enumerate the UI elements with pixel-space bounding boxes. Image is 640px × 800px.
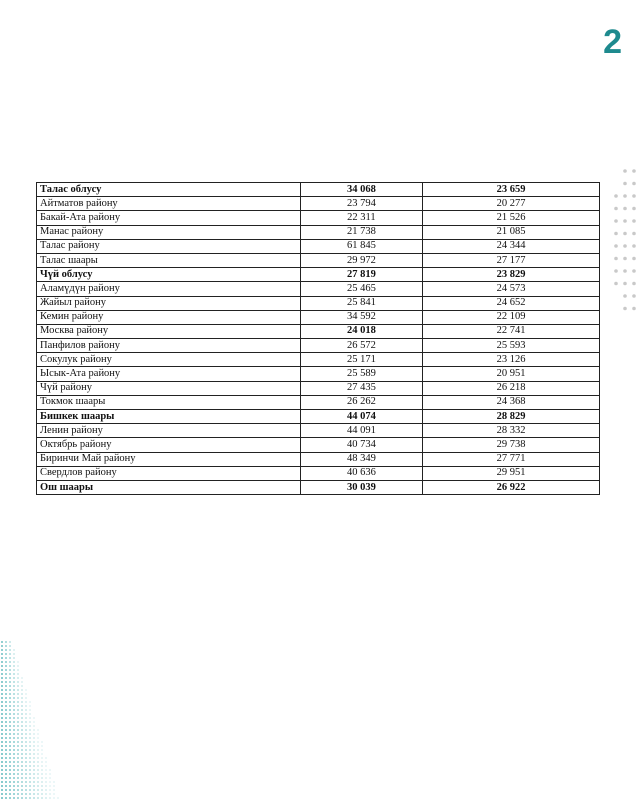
row-name-cell: Москва району bbox=[37, 324, 301, 338]
value-2-cell: 24 368 bbox=[423, 395, 600, 409]
row-name-cell: Панфилов району bbox=[37, 339, 301, 353]
decorative-dots-left bbox=[0, 640, 60, 800]
row-name-cell: Айтматов району bbox=[37, 197, 301, 211]
table-row bbox=[37, 225, 600, 239]
row-name-cell: Сокулук району bbox=[37, 353, 301, 367]
value-1-cell: 48 349 bbox=[300, 452, 423, 466]
value-2-cell: 24 652 bbox=[423, 296, 600, 310]
value-2-cell: 29 738 bbox=[423, 438, 600, 452]
row-name-cell: Жайыл району bbox=[37, 296, 301, 310]
value-2-cell: 27 177 bbox=[423, 253, 600, 267]
table-row bbox=[37, 353, 600, 367]
table-row bbox=[37, 367, 600, 381]
value-2-cell: 23 659 bbox=[423, 183, 600, 197]
table-row bbox=[37, 480, 600, 494]
table-row bbox=[37, 438, 600, 452]
value-2-cell: 26 218 bbox=[423, 381, 600, 395]
value-1-cell: 22 311 bbox=[300, 211, 423, 225]
page-number: 2 bbox=[603, 23, 622, 61]
row-name-cell: Токмок шаары bbox=[37, 395, 301, 409]
value-1-cell: 24 018 bbox=[300, 324, 423, 338]
value-1-cell: 25 841 bbox=[300, 296, 423, 310]
row-name-cell: Биринчи Май району bbox=[37, 452, 301, 466]
value-2-cell: 28 829 bbox=[423, 410, 600, 424]
value-1-cell: 26 262 bbox=[300, 395, 423, 409]
value-2-cell: 22 741 bbox=[423, 324, 600, 338]
table-row bbox=[37, 310, 600, 324]
table-row bbox=[37, 339, 600, 353]
value-1-cell: 25 589 bbox=[300, 367, 423, 381]
value-2-cell: 22 109 bbox=[423, 310, 600, 324]
row-name-cell: Бакай-Ата району bbox=[37, 211, 301, 225]
row-name-cell: Аламүдүн району bbox=[37, 282, 301, 296]
value-1-cell: 21 738 bbox=[300, 225, 423, 239]
table-row bbox=[37, 324, 600, 338]
value-2-cell: 24 573 bbox=[423, 282, 600, 296]
row-name-cell: Свердлов району bbox=[37, 466, 301, 480]
row-name-cell: Ысык-Ата району bbox=[37, 367, 301, 381]
value-2-cell: 24 344 bbox=[423, 239, 600, 253]
value-2-cell: 26 922 bbox=[423, 480, 600, 494]
table-row bbox=[37, 381, 600, 395]
value-1-cell: 27 819 bbox=[300, 268, 423, 282]
table-row bbox=[37, 268, 600, 282]
value-1-cell: 40 636 bbox=[300, 466, 423, 480]
table-row bbox=[37, 197, 600, 211]
value-2-cell: 23 126 bbox=[423, 353, 600, 367]
decorative-dots-right bbox=[610, 165, 640, 325]
value-1-cell: 23 794 bbox=[300, 197, 423, 211]
row-name-cell: Манас району bbox=[37, 225, 301, 239]
row-name-cell: Талас шаары bbox=[37, 253, 301, 267]
value-2-cell: 28 332 bbox=[423, 424, 600, 438]
value-1-cell: 30 039 bbox=[300, 480, 423, 494]
table-row bbox=[37, 410, 600, 424]
row-name-cell: Чүй облусу bbox=[37, 268, 301, 282]
table-row bbox=[37, 239, 600, 253]
table-row bbox=[37, 183, 600, 197]
value-1-cell: 44 074 bbox=[300, 410, 423, 424]
value-1-cell: 34 068 bbox=[300, 183, 423, 197]
table-row bbox=[37, 452, 600, 466]
row-name-cell: Ош шаары bbox=[37, 480, 301, 494]
data-table bbox=[36, 182, 600, 495]
row-name-cell: Талас району bbox=[37, 239, 301, 253]
value-2-cell: 25 593 bbox=[423, 339, 600, 353]
value-2-cell: 21 085 bbox=[423, 225, 600, 239]
value-2-cell: 23 829 bbox=[423, 268, 600, 282]
value-2-cell: 20 951 bbox=[423, 367, 600, 381]
table-row bbox=[37, 282, 600, 296]
table-row bbox=[37, 395, 600, 409]
table-row bbox=[37, 253, 600, 267]
table-row bbox=[37, 296, 600, 310]
value-1-cell: 44 091 bbox=[300, 424, 423, 438]
value-2-cell: 27 771 bbox=[423, 452, 600, 466]
value-1-cell: 25 171 bbox=[300, 353, 423, 367]
value-1-cell: 29 972 bbox=[300, 253, 423, 267]
value-1-cell: 34 592 bbox=[300, 310, 423, 324]
row-name-cell: Кемин району bbox=[37, 310, 301, 324]
row-name-cell: Талас облусу bbox=[37, 183, 301, 197]
data-table-container bbox=[36, 182, 600, 495]
value-1-cell: 25 465 bbox=[300, 282, 423, 296]
table-row bbox=[37, 424, 600, 438]
table-row bbox=[37, 211, 600, 225]
value-2-cell: 29 951 bbox=[423, 466, 600, 480]
row-name-cell: Бишкек шаары bbox=[37, 410, 301, 424]
value-2-cell: 20 277 bbox=[423, 197, 600, 211]
value-2-cell: 21 526 bbox=[423, 211, 600, 225]
row-name-cell: Чүй району bbox=[37, 381, 301, 395]
value-1-cell: 40 734 bbox=[300, 438, 423, 452]
value-1-cell: 26 572 bbox=[300, 339, 423, 353]
value-1-cell: 27 435 bbox=[300, 381, 423, 395]
row-name-cell: Ленин району bbox=[37, 424, 301, 438]
row-name-cell: Октябрь району bbox=[37, 438, 301, 452]
value-1-cell: 61 845 bbox=[300, 239, 423, 253]
table-row bbox=[37, 466, 600, 480]
